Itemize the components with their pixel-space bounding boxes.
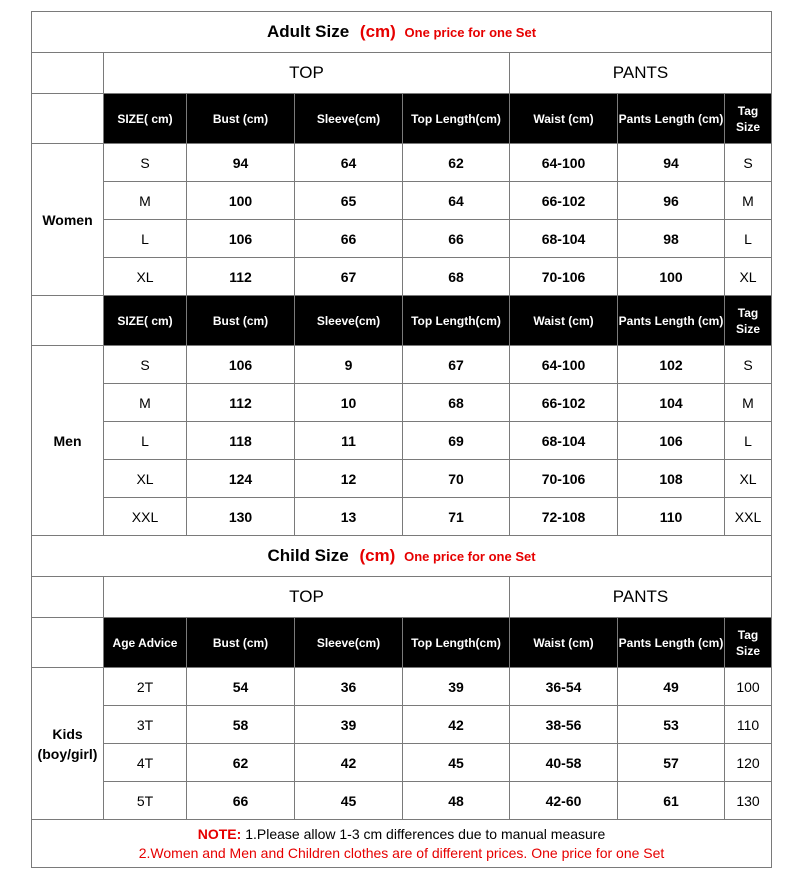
size-cell: 9 [295, 346, 403, 384]
table-row [32, 668, 772, 706]
size-cell: 66 [295, 220, 403, 258]
size-cell: 62 [403, 144, 510, 182]
column-header: Waist (cm) [510, 296, 618, 346]
column-header: Bust (cm) [187, 296, 295, 346]
size-cell: 36-54 [510, 668, 618, 706]
size-cell: XL [104, 258, 187, 296]
size-cell: 64 [295, 144, 403, 182]
column-header: SIZE( cm) [104, 296, 187, 346]
size-cell: 11 [295, 422, 403, 460]
size-cell: 49 [618, 668, 725, 706]
table-row [32, 384, 772, 422]
size-cell: S [725, 144, 772, 182]
adult-pants-group: PANTS [510, 53, 772, 94]
size-cell: 38-56 [510, 706, 618, 744]
size-cell: 130 [725, 782, 772, 820]
size-cell: 66-102 [510, 182, 618, 220]
size-cell: 57 [618, 744, 725, 782]
size-cell: 112 [187, 384, 295, 422]
table-row [32, 182, 772, 220]
size-cell: 42 [403, 706, 510, 744]
note-cell [32, 820, 772, 868]
note-line-2: 2.Women and Men and Children clothes are of different prices. One price for one Set [138, 844, 665, 861]
size-cell: S [104, 346, 187, 384]
men-header-row [32, 296, 772, 346]
size-cell: 94 [618, 144, 725, 182]
size-cell: XXL [104, 498, 187, 536]
size-cell: 96 [618, 182, 725, 220]
size-cell: 42 [295, 744, 403, 782]
women-header-row [32, 94, 772, 144]
column-header: Tag Size [725, 618, 772, 668]
women-category-label: Women [32, 144, 104, 296]
size-cell: 66 [403, 220, 510, 258]
table-row [32, 498, 772, 536]
size-cell: 68-104 [510, 422, 618, 460]
column-header: Top Length(cm) [403, 94, 510, 144]
size-cell: 108 [618, 460, 725, 498]
size-cell: S [104, 144, 187, 182]
child-pants-group: PANTS [510, 577, 772, 618]
column-header: Tag Size [725, 296, 772, 346]
table-row [32, 220, 772, 258]
column-header: Pants Length (cm) [618, 296, 725, 346]
child-title-cm: (cm) [359, 546, 396, 565]
size-cell: 42-60 [510, 782, 618, 820]
size-cell: S [725, 346, 772, 384]
size-cell: 13 [295, 498, 403, 536]
size-cell: 70-106 [510, 258, 618, 296]
size-cell: XL [104, 460, 187, 498]
size-cell: 45 [403, 744, 510, 782]
child-size-title [32, 536, 772, 577]
size-cell: L [725, 220, 772, 258]
note-line-1 [32, 825, 771, 844]
adult-price-note: One price for one Set [404, 25, 537, 40]
size-cell: 70-106 [510, 460, 618, 498]
column-header: Top Length(cm) [403, 296, 510, 346]
size-cell: 130 [187, 498, 295, 536]
size-cell: 53 [618, 706, 725, 744]
blank-cell [32, 296, 104, 346]
size-cell: 120 [725, 744, 772, 782]
size-cell: 71 [403, 498, 510, 536]
size-cell: 12 [295, 460, 403, 498]
column-header: Bust (cm) [187, 618, 295, 668]
size-cell: 68 [403, 258, 510, 296]
column-header: Pants Length (cm) [618, 618, 725, 668]
table-row [32, 346, 772, 384]
size-cell: 104 [618, 384, 725, 422]
size-cell: 124 [187, 460, 295, 498]
column-header: Sleeve(cm) [295, 618, 403, 668]
size-cell: 68-104 [510, 220, 618, 258]
size-cell: 100 [618, 258, 725, 296]
size-cell: 68 [403, 384, 510, 422]
blank-cell [32, 94, 104, 144]
column-header: Waist (cm) [510, 94, 618, 144]
size-cell: 98 [618, 220, 725, 258]
size-cell: 64-100 [510, 144, 618, 182]
adult-size-title [32, 12, 772, 53]
size-cell: 67 [295, 258, 403, 296]
table-row [32, 144, 772, 182]
column-header: Sleeve(cm) [295, 94, 403, 144]
size-cell: 58 [187, 706, 295, 744]
size-cell: 10 [295, 384, 403, 422]
note-text-1: 1.Please allow 1-3 cm differences due to manual measure [245, 825, 606, 842]
size-cell: 39 [295, 706, 403, 744]
size-cell: 100 [187, 182, 295, 220]
table-row [32, 460, 772, 498]
table-row [32, 782, 772, 820]
size-cell: 72-108 [510, 498, 618, 536]
size-cell: 118 [187, 422, 295, 460]
size-cell: 4T [104, 744, 187, 782]
size-cell: 106 [187, 220, 295, 258]
kids-category-label: Kids (boy/girl) [32, 668, 104, 820]
column-header: Waist (cm) [510, 618, 618, 668]
size-cell: L [725, 422, 772, 460]
blank-cell [32, 53, 104, 94]
size-cell: 70 [403, 460, 510, 498]
size-cell: 62 [187, 744, 295, 782]
size-cell: 67 [403, 346, 510, 384]
child-price-note: One price for one Set [404, 549, 536, 564]
column-header: Bust (cm) [187, 94, 295, 144]
size-chart-table [31, 11, 772, 868]
adult-title-text: Adult Size [267, 22, 350, 41]
size-cell: M [725, 384, 772, 422]
size-cell: 65 [295, 182, 403, 220]
size-cell: 3T [104, 706, 187, 744]
adult-top-group: TOP [104, 53, 510, 94]
table-row [32, 258, 772, 296]
column-header: Sleeve(cm) [295, 296, 403, 346]
size-cell: XL [725, 258, 772, 296]
size-cell: 48 [403, 782, 510, 820]
column-header: SIZE( cm) [104, 94, 187, 144]
child-title-text: Child Size [267, 546, 349, 565]
kids-header-row [32, 618, 772, 668]
blank-cell [32, 618, 104, 668]
note-label: NOTE: [197, 825, 242, 842]
size-cell: 61 [618, 782, 725, 820]
column-header: Pants Length (cm) [618, 94, 725, 144]
size-cell: M [104, 182, 187, 220]
size-cell: 39 [403, 668, 510, 706]
size-cell: 69 [403, 422, 510, 460]
adult-title-cm: (cm) [359, 22, 396, 41]
table-row [32, 744, 772, 782]
size-cell: M [725, 182, 772, 220]
size-cell: 54 [187, 668, 295, 706]
blank-cell [32, 577, 104, 618]
size-cell: 64 [403, 182, 510, 220]
size-cell: 66-102 [510, 384, 618, 422]
men-category-label: Men [32, 346, 104, 536]
size-cell: XL [725, 460, 772, 498]
size-cell: 100 [725, 668, 772, 706]
column-header: Top Length(cm) [403, 618, 510, 668]
size-cell: 102 [618, 346, 725, 384]
size-cell: 66 [187, 782, 295, 820]
size-cell: L [104, 220, 187, 258]
size-cell: 5T [104, 782, 187, 820]
table-row [32, 706, 772, 744]
child-top-group: TOP [104, 577, 510, 618]
size-cell: XXL [725, 498, 772, 536]
size-cell: L [104, 422, 187, 460]
size-cell: 40-58 [510, 744, 618, 782]
size-cell: 110 [725, 706, 772, 744]
column-header: Age Advice [104, 618, 187, 668]
size-cell: 2T [104, 668, 187, 706]
size-cell: 36 [295, 668, 403, 706]
size-cell: M [104, 384, 187, 422]
size-cell: 110 [618, 498, 725, 536]
column-header: Tag Size [725, 94, 772, 144]
size-cell: 112 [187, 258, 295, 296]
size-cell: 106 [187, 346, 295, 384]
size-cell: 94 [187, 144, 295, 182]
size-cell: 106 [618, 422, 725, 460]
size-cell: 45 [295, 782, 403, 820]
size-cell: 64-100 [510, 346, 618, 384]
table-row [32, 422, 772, 460]
